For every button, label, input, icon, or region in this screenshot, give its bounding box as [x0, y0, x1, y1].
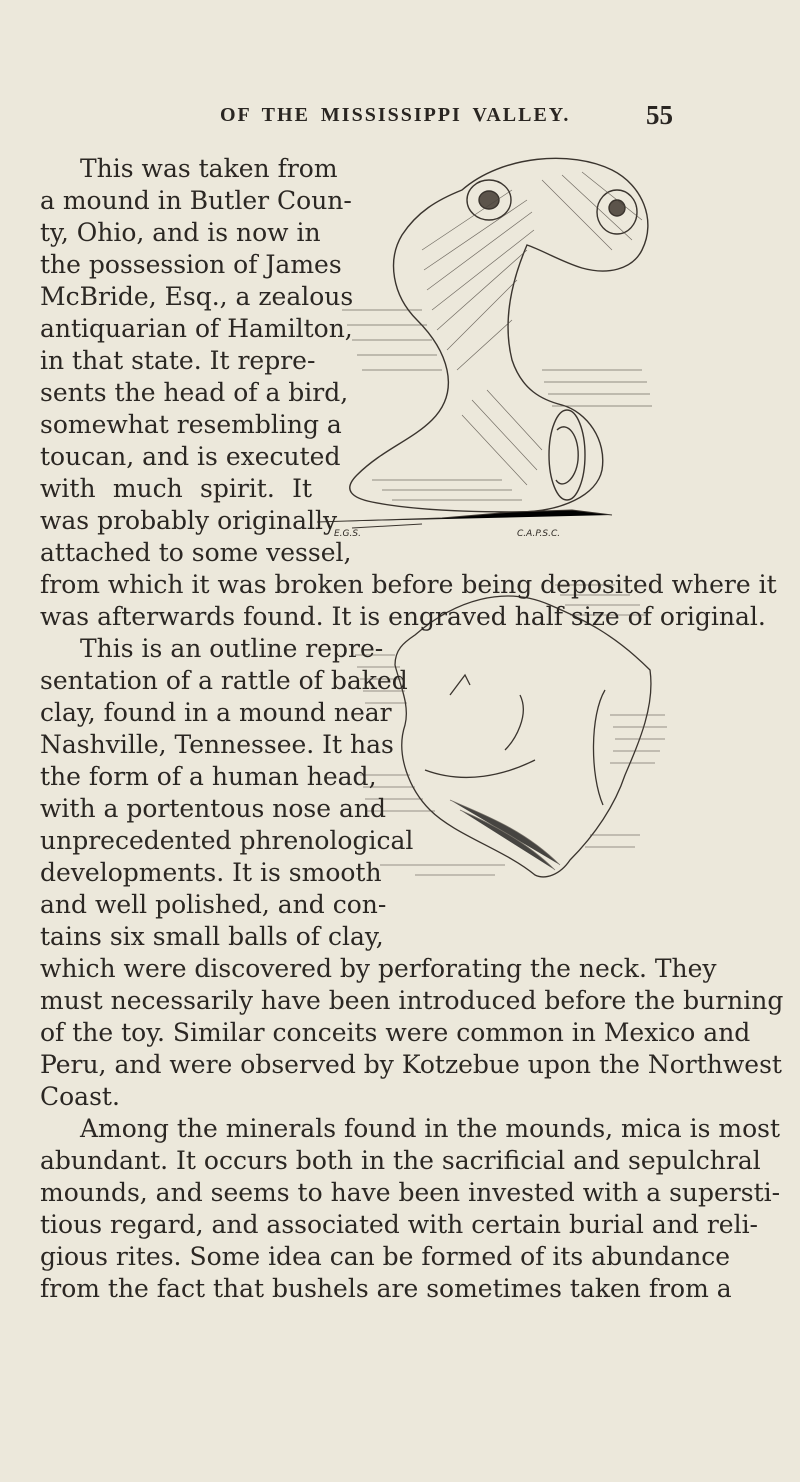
text-line: Peru, and were observed by Kotzebue upon the Northwest: [40, 1050, 782, 1079]
text-line: clay, found in a mound near: [40, 698, 392, 727]
text-line: tious regard, and associated with certain burial and reli-: [40, 1210, 759, 1239]
text-line: from the fact that bushels are sometimes taken from a: [40, 1274, 732, 1303]
text-line: toucan, and is executed: [40, 442, 341, 471]
text-line: and well polished, and con-: [40, 890, 387, 919]
engraver-signature-left: E.G.S.: [334, 529, 361, 539]
text-line: with a portentous nose and: [40, 794, 386, 823]
running-head-title: OF THE MISSISSIPPI VALLEY.: [220, 104, 571, 126]
text-line: attached to some vessel,: [40, 538, 352, 567]
text-line: somewhat resembling a: [40, 410, 342, 439]
text-line: developments. It is smooth: [40, 858, 382, 887]
text-line: which were discovered by perforating the neck. They: [40, 954, 717, 983]
text-line: tains six small balls of clay,: [40, 922, 384, 951]
text-line: This was taken from: [80, 154, 338, 183]
bird-head-engraving: [312, 150, 667, 542]
engraver-signature-right: C.A.P.S.C.: [517, 529, 561, 539]
text-line: sents the head of a bird,: [40, 378, 349, 407]
page-number: 55: [646, 100, 673, 130]
text-line: of the toy. Similar conceits were common in Mexico and: [40, 1018, 751, 1047]
text-line: in that state. It repre-: [40, 346, 316, 375]
text-line: was afterwards found. It is engraved half size of original.: [40, 602, 766, 631]
text-line: a mound in Butler Coun-: [40, 186, 352, 215]
text-line: Among the minerals found in the mounds, mica is most: [80, 1114, 781, 1143]
text-line: ty, Ohio, and is now in: [40, 218, 321, 247]
text-line: unprecedented phrenological: [40, 826, 414, 855]
text-line: sentation of a rattle of baked: [40, 666, 408, 695]
text-line: mounds, and seems to have been invested with a supersti-: [40, 1178, 781, 1207]
text-line: was probably originally: [40, 506, 338, 535]
text-line: the form of a human head,: [40, 762, 377, 791]
text-line: gious rites. Some idea can be formed of its abundance: [40, 1242, 731, 1271]
text-line: McBride, Esq., a zealous: [40, 282, 354, 311]
text-line: the possession of James: [40, 250, 342, 279]
running-head: [40, 100, 673, 134]
text-line: antiquarian of Hamilton,: [40, 314, 353, 343]
text-line: must necessarily have been introduced before the burning: [40, 986, 784, 1015]
text-line: Nashville, Tennessee. It has: [40, 730, 394, 759]
text-line: with much spirit. It: [40, 474, 312, 503]
text-line: from which it was broken before being deposited where it: [40, 570, 777, 599]
text-line: This is an outline repre-: [80, 634, 384, 663]
text-line: Coast.: [40, 1082, 120, 1111]
text-line: abundant. It occurs both in the sacrificial and sepulchral: [40, 1146, 761, 1175]
